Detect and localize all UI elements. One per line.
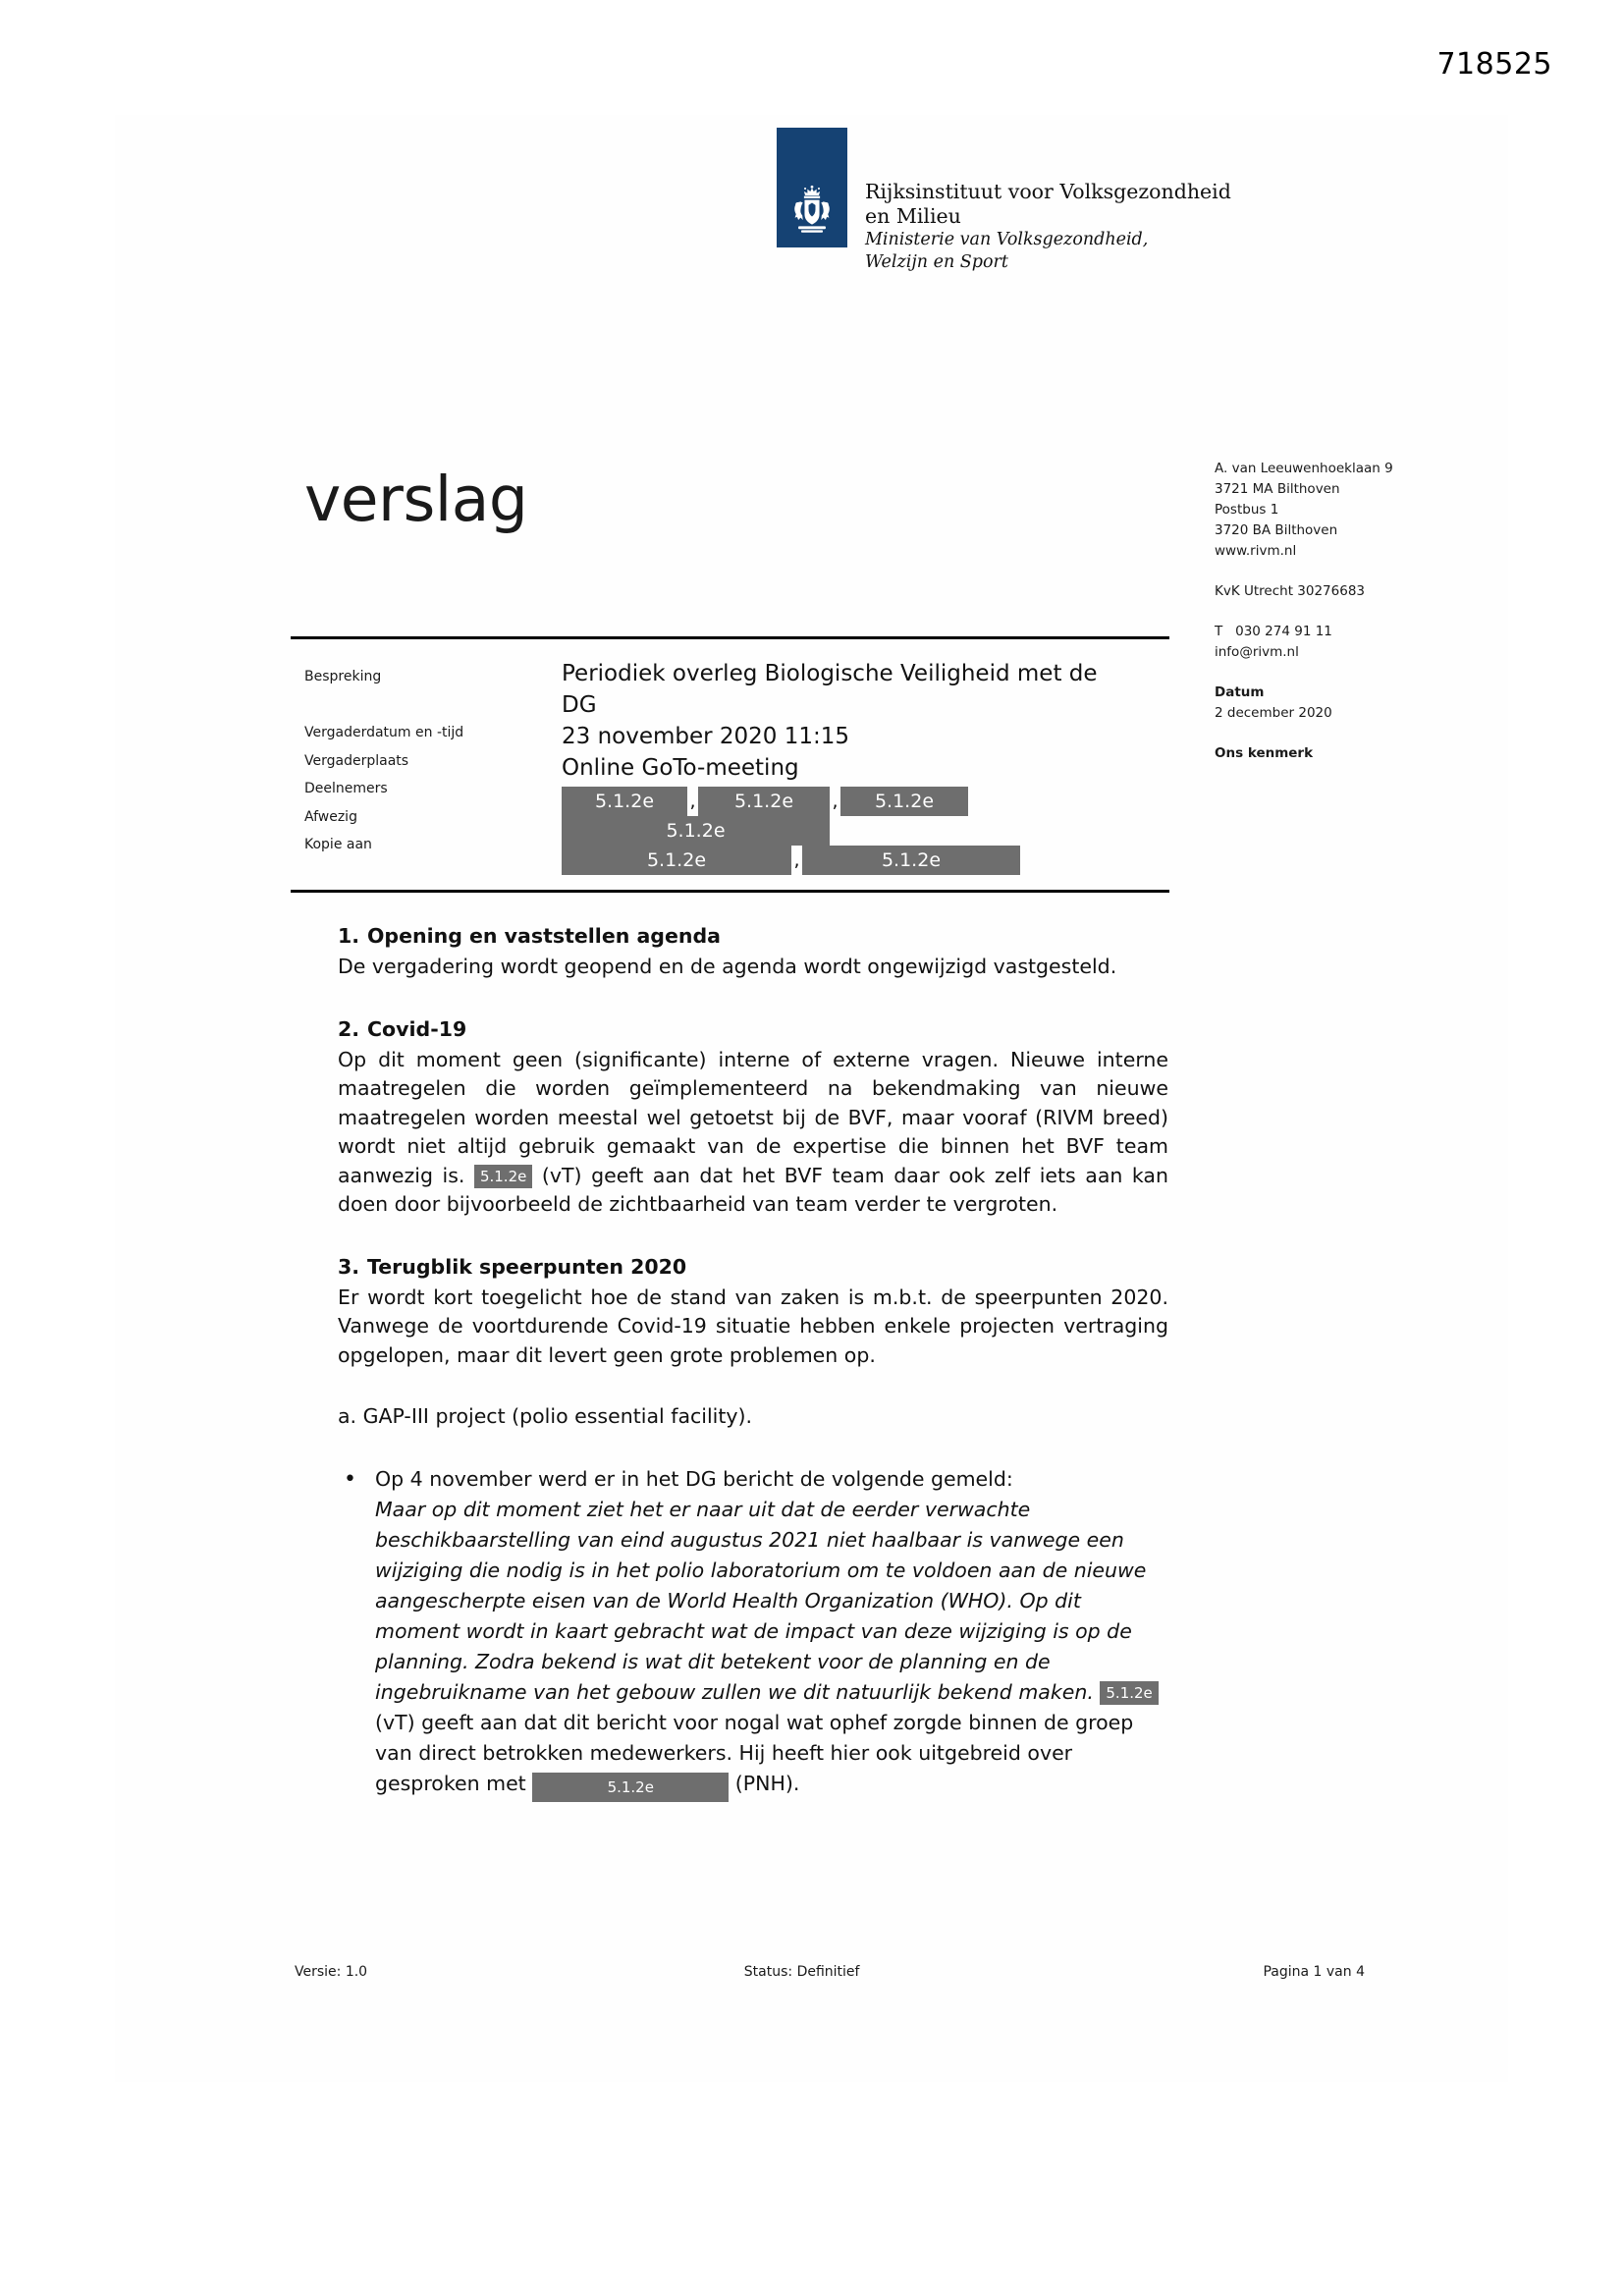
section-2-heading — [338, 1014, 1168, 1044]
document-number: 718525 — [1436, 47, 1552, 82]
section-3-item-a: a. GAP-III project (polio essential facility). — [338, 1404, 753, 1428]
bullet-marker: • — [344, 1466, 356, 1492]
redaction-box: 5.1.2e — [840, 787, 968, 816]
section-1-body: De vergadering wordt geopend en de agenda wordt ongewijzigd vastgesteld. — [338, 955, 1117, 978]
logo-ministry-line1: Ministerie van Volksgezondheid, — [865, 230, 1149, 249]
document-body — [338, 921, 1168, 1800]
divider-top — [291, 636, 1169, 639]
address-street: A. van Leeuwenhoeklaan 9 — [1215, 461, 1393, 476]
datum-block — [1215, 683, 1470, 724]
value-bespreking-line1: Periodiek overleg Biologische Veiligheid met de — [562, 661, 1098, 686]
deelnemers-redaction-row — [562, 787, 1111, 816]
metadata-values — [562, 658, 1111, 875]
bullet-intro: Op 4 november werd er in het DG bericht de volgende gemeld: — [375, 1466, 1013, 1491]
section-2-body — [338, 1046, 1168, 1220]
redaction-box: 5.1.2e — [562, 787, 687, 816]
separator-comma: , — [832, 791, 839, 812]
section-2-body-part1: Op dit moment geen (significante) interne of externe vragen. Nieuwe interne maatregelen die worden geïmplementeerd na bekendmaking van nieuwe maatregelen worden meestal wel getoetst bij de BVF, maar vooraf (RIVM breed) wordt niet altijd gebruik gemaakt van de expertise die binnen het BVF team aanwezig is. — [338, 1047, 1168, 1187]
rivm-logo — [777, 128, 1231, 274]
section-1-number: 1. — [338, 924, 360, 948]
value-vergaderdatum: 23 november 2020 11:15 — [562, 724, 850, 749]
divider-bottom — [291, 890, 1169, 893]
kvk-number: KvK Utrecht 30276683 — [1215, 583, 1365, 599]
value-vergaderplaats: Online GoTo-meeting — [562, 755, 799, 781]
separator-comma: , — [793, 849, 800, 871]
logo-org-line1: Rijksinstituut voor Volksgezondheid — [865, 180, 1231, 203]
address-block — [1215, 459, 1470, 562]
logo-ministry-line2: Welzijn en Sport — [865, 252, 1008, 272]
value-bespreking-line2: DG — [562, 692, 597, 718]
footer-status: Status: Definitief — [743, 1964, 860, 1980]
kvk-block — [1215, 581, 1470, 602]
kopie-redaction-row — [562, 846, 1111, 875]
page-footer — [295, 1964, 1365, 1980]
redaction-box: 5.1.2e — [562, 816, 830, 846]
label-bespreking: Bespreking — [304, 669, 382, 684]
redaction-inline: 5.1.2e — [1100, 1681, 1158, 1705]
label-vergaderplaats: Vergaderplaats — [304, 752, 409, 769]
contact-info-column — [1215, 459, 1470, 784]
section-3-title: Terugblik speerpunten 2020 — [367, 1254, 687, 1279]
afwezig-redaction-row — [562, 816, 1111, 846]
section-1-title: Opening en vaststellen agenda — [367, 924, 721, 948]
telecom-block — [1215, 622, 1470, 663]
bullet-after-quote: (vT) geeft aan dat dit bericht voor nogal wat ophef zorgde binnen de groep van direct betrokken medewerkers. Hij heeft hier ook uitgebreid over gesproken met — [375, 1710, 1134, 1795]
logo-text-block — [865, 180, 1231, 274]
section-1-heading — [338, 921, 1168, 951]
redaction-inline: 5.1.2e — [474, 1165, 532, 1188]
bullet-tail: (PNH). — [734, 1771, 800, 1795]
logo-blue-bar — [777, 128, 847, 247]
section-2-title: Covid-19 — [367, 1016, 467, 1041]
datum-label: Datum — [1215, 684, 1265, 700]
footer-version: Versie: 1.0 — [295, 1964, 368, 1980]
kenmerk-label: Ons kenmerk — [1215, 745, 1314, 761]
address-postcode-city: 3721 MA Bilthoven — [1215, 481, 1340, 497]
datum-value: 2 december 2020 — [1215, 705, 1332, 721]
section-3-body: Er wordt kort toegelicht hoe de stand van zaken is m.b.t. de speerpunten 2020. Vanwege de voortdurende Covid-19 situatie hebben enkele projecten vertraging opgelopen, maar dit levert geen grote problemen op. — [338, 1285, 1168, 1367]
logo-org-line2: en Milieu — [865, 204, 961, 228]
label-deelnemers: Deelnemers — [304, 781, 388, 796]
email-address[interactable]: info@rivm.nl — [1215, 644, 1299, 660]
redaction-box: 5.1.2e — [698, 787, 830, 816]
label-kopie-aan: Kopie aan — [304, 837, 372, 852]
dutch-coat-of-arms-icon — [784, 185, 840, 242]
label-vergaderdatum: Vergaderdatum en -tijd — [304, 725, 464, 740]
redaction-box: 5.1.2e — [802, 846, 1020, 875]
address-postbus-city: 3720 BA Bilthoven — [1215, 522, 1338, 538]
section-2-body-part2: (vT) geeft aan dat het BVF team daar ook zelf iets aan kan doen door bijvoorbeeld de zichtbaarheid van team verder te vergroten. — [338, 1163, 1168, 1216]
website-url[interactable]: www.rivm.nl — [1215, 543, 1297, 559]
section-2-number: 2. — [338, 1016, 360, 1041]
separator-comma: , — [689, 791, 696, 812]
phone-number: T 030 274 91 11 — [1215, 624, 1332, 639]
section-3-number: 3. — [338, 1254, 360, 1279]
redaction-wide: 5.1.2e — [532, 1773, 729, 1802]
bullet-quote: Maar op dit moment ziet het er naar uit dat de eerder verwachte beschikbaarstelling van eind augustus 2021 niet haalbaar is vanwege een wijziging die nodig is in het polio laboratorium om te voldoen aan de nieuwe aangescherpte eisen van de World Health Organization (WHO). Op dit moment wordt in kaart gebracht wat de impact van deze wijziging is op de planning. Zodra bekend is wat dit betekent voor de planning en de ingebruikname van het gebouw zullen we dit natuurlijk bekend maken. — [375, 1497, 1147, 1704]
metadata-labels — [304, 663, 476, 859]
label-afwezig: Afwezig — [304, 808, 357, 825]
kenmerk-block — [1215, 743, 1470, 764]
footer-page-number: Pagina 1 van 4 — [1263, 1964, 1365, 1980]
bullet-content — [375, 1464, 1168, 1800]
list-item — [338, 1464, 1168, 1800]
address-postbus: Postbus 1 — [1215, 502, 1279, 518]
redaction-box: 5.1.2e — [562, 846, 791, 875]
page-title: verslag — [304, 464, 528, 535]
section-3-heading — [338, 1252, 1168, 1282]
